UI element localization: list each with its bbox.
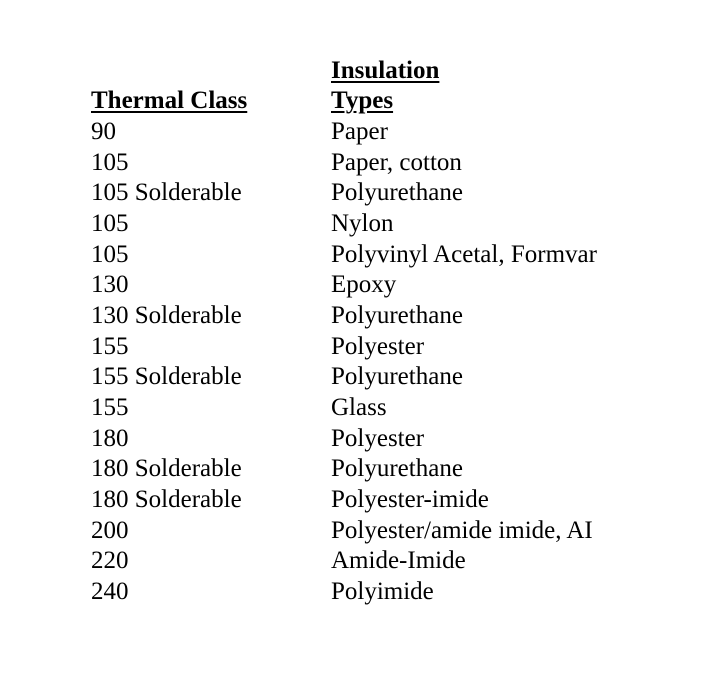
insulation-type-cell: Polyurethane bbox=[331, 363, 463, 391]
insulation-type-cell: Nylon bbox=[331, 209, 394, 237]
table-row bbox=[0, 178, 712, 209]
insulation-type-cell: Epoxy bbox=[331, 271, 397, 299]
insulation-table-body bbox=[0, 117, 712, 608]
insulation-type-cell: Polyester-imide bbox=[331, 485, 489, 513]
thermal-class-cell: 155 Solderable bbox=[91, 363, 242, 391]
table-row bbox=[0, 454, 712, 485]
table-row bbox=[0, 332, 712, 363]
thermal-class-cell: 240 bbox=[91, 577, 129, 605]
table-row bbox=[0, 270, 712, 301]
thermal-class-cell: 200 bbox=[91, 516, 129, 544]
table-row bbox=[0, 516, 712, 547]
thermal-class-cell: 180 Solderable bbox=[91, 485, 242, 513]
thermal-class-cell: 105 bbox=[91, 148, 129, 176]
thermal-class-cell: 155 bbox=[91, 332, 129, 360]
insulation-type-cell: Polyvinyl Acetal, Formvar bbox=[331, 240, 597, 268]
insulation-type-cell: Polyimide bbox=[331, 577, 434, 605]
thermal-class-cell: 180 Solderable bbox=[91, 455, 242, 483]
thermal-class-cell: 105 Solderable bbox=[91, 179, 242, 207]
header-insulation-types-line2: Types bbox=[331, 87, 394, 114]
thermal-class-cell: 130 bbox=[91, 271, 129, 299]
thermal-class-cell: 105 bbox=[91, 240, 129, 268]
table-row bbox=[0, 393, 712, 424]
thermal-class-cell: 90 bbox=[91, 118, 116, 145]
insulation-type-cell: Paper bbox=[331, 118, 388, 145]
insulation-type-cell: Polyurethane bbox=[331, 301, 463, 329]
table-row bbox=[0, 577, 712, 608]
thermal-class-cell: 220 bbox=[91, 547, 129, 575]
insulation-type-cell: Polyester bbox=[331, 424, 425, 452]
thermal-class-cell: 105 bbox=[91, 209, 129, 237]
table-row bbox=[0, 148, 712, 179]
table-row bbox=[0, 117, 712, 148]
table-row bbox=[0, 209, 712, 240]
insulation-type-cell: Polyurethane bbox=[331, 455, 463, 483]
insulation-type-cell: Paper, cotton bbox=[331, 148, 462, 176]
thermal-class-cell: 155 bbox=[91, 393, 129, 421]
insulation-type-cell: Amide-Imide bbox=[331, 547, 466, 575]
thermal-class-cell: 180 bbox=[91, 424, 129, 452]
table-row bbox=[0, 240, 712, 271]
table-row bbox=[0, 362, 712, 393]
insulation-type-cell: Polyester/amide imide, AI bbox=[331, 516, 593, 544]
insulation-type-cell: Polyurethane bbox=[331, 179, 463, 207]
table-row bbox=[0, 546, 712, 577]
header-insulation-types-line1: Insulation bbox=[331, 57, 440, 84]
insulation-type-cell: Glass bbox=[331, 393, 387, 421]
insulation-type-cell: Polyester bbox=[331, 332, 425, 360]
table-row bbox=[0, 424, 712, 455]
thermal-class-cell: 130 Solderable bbox=[91, 301, 242, 329]
table-row bbox=[0, 301, 712, 332]
table-row bbox=[0, 485, 712, 516]
header-thermal-class: Thermal Class bbox=[91, 87, 248, 114]
